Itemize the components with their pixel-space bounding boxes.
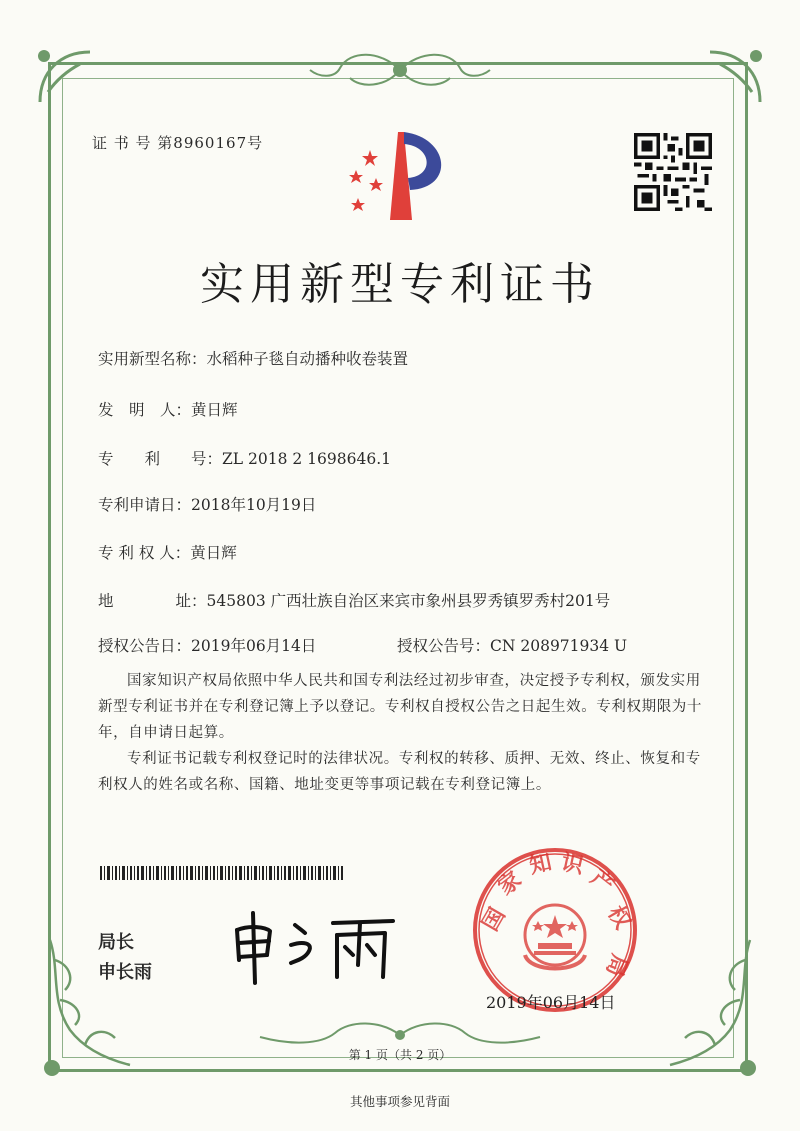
address: 545803 广西壮族自治区来宾市象州县罗秀镇罗秀村201号 (206, 592, 611, 610)
field-label: 专 利 号： (98, 450, 223, 468)
signer-name: 申长雨 (98, 962, 152, 983)
qr-code-icon (634, 133, 712, 211)
handwritten-signature-icon (225, 905, 400, 985)
inventor-name: 黄日辉 (191, 401, 238, 419)
svg-text:产: 产 (585, 865, 619, 899)
patentee-row (98, 541, 237, 563)
paragraph-legal-status: 专利证书记载专利权登记时的法律状况。专利权的转移、质押、无效、终止、恢复和专利权人的姓名或名称、国籍、地址变更等事项记载在专利登记簿上。 (98, 751, 701, 793)
grant-announcement-date-row (98, 634, 316, 656)
grant-announcement-number-row (397, 634, 627, 656)
field-label: 授权公告号： (397, 637, 491, 655)
application-date-row (98, 493, 316, 515)
utility-model-name: 水稻种子毯自动播种收卷装置 (206, 350, 409, 368)
certificate-title: 实用新型专利证书 (200, 259, 600, 310)
patent-number-row (98, 447, 391, 469)
application-date: 2018年10月19日 (191, 496, 317, 514)
seal-date: 2019年06月14日 (486, 993, 616, 1012)
svg-text:权: 权 (602, 901, 635, 934)
field-label: 实用新型名称： (98, 350, 207, 368)
inventor-row (98, 398, 238, 420)
grant-announcement-date: 2019年06月14日 (191, 637, 317, 655)
svg-text:国: 国 (478, 903, 511, 936)
grant-announcement-number: CN 208971934 U (490, 637, 628, 655)
top-left-corner-icon (30, 42, 100, 112)
top-ornament-icon (290, 48, 510, 92)
cnipa-logo-icon (340, 128, 460, 228)
footer-note: 其他事项参见背面 (349, 1094, 450, 1109)
svg-text:家: 家 (493, 867, 527, 901)
barcode-icon (100, 866, 345, 880)
field-label: 发 明 人： (98, 401, 192, 419)
svg-text:局: 局 (600, 950, 632, 980)
field-label: 地 址： (98, 592, 207, 610)
svg-text:知: 知 (527, 850, 555, 880)
patentee-name: 黄日辉 (190, 544, 237, 562)
utility-model-name-row (98, 347, 408, 369)
certificate-number: 证 书 号 第8960167号 (92, 134, 264, 152)
signer-title: 局长 (98, 932, 134, 953)
patent-number: ZL 2018 2 1698646.1 (222, 450, 391, 468)
page-number: 第 1 页（共 2 页） (348, 1048, 452, 1062)
field-label: 授权公告日： (98, 637, 192, 655)
field-label: 专利申请日： (98, 496, 192, 514)
svg-text:识: 识 (558, 850, 586, 880)
paragraph-grant-statement: 国家知识产权局依照中华人民共和国专利法经过初步审查，决定授予专利权，颁发实用新型专利证书并在专利登记簿上予以登记。专利权自授权公告之日起生效。专利权期限为十年，自申请日起算。 (98, 673, 702, 741)
top-right-corner-icon (700, 42, 770, 112)
address-row (98, 589, 610, 611)
field-label: 专 利 权 人： (98, 544, 191, 562)
